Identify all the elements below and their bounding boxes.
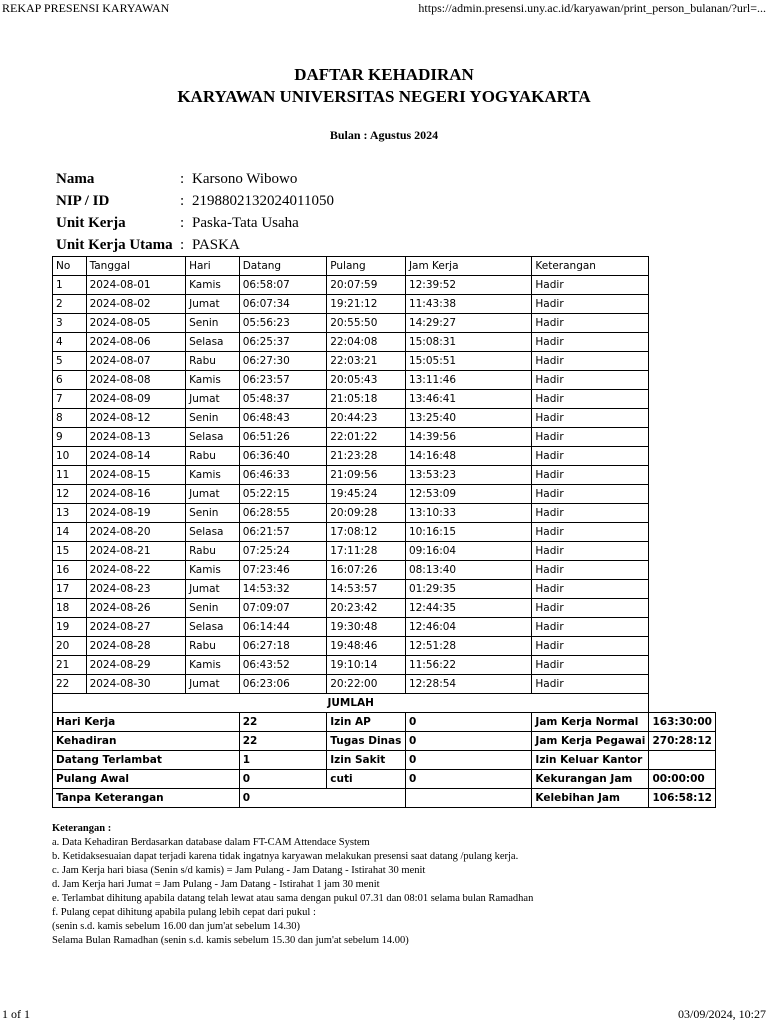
note-line: b. Ketidaksesuaian dapat terjadi karena tidak ingatnya karyawan melakukan presensi saat datang /pulang kerja. [52,851,519,862]
table-cell: 06:43:52 [239,656,327,675]
table-row [53,276,716,295]
table-cell: Hadir [532,390,649,409]
table-cell: 19:30:48 [327,618,406,637]
summary-value [649,751,716,770]
table-cell: 2024-08-14 [86,447,186,466]
table-cell: 22:01:22 [327,428,406,447]
table-row [53,523,716,542]
page-title: REKAP PRESENSI KARYAWAN [2,1,170,15]
table-cell: 06:48:43 [239,409,327,428]
table-cell: Hadir [532,485,649,504]
table-cell: Selasa [186,523,240,542]
table-cell: 07:25:24 [239,542,327,561]
table-cell: 19:48:46 [327,637,406,656]
table-cell: 2024-08-15 [86,466,186,485]
table-cell: Hadir [532,466,649,485]
page-count: 1 of 1 [2,1007,30,1021]
table-cell: 14 [53,523,87,542]
table-cell: 21:23:28 [327,447,406,466]
summary-spacer [405,789,531,808]
table-row [53,485,716,504]
table-cell: Kamis [186,656,240,675]
table-row [53,466,716,485]
table-cell: 16 [53,561,87,580]
summary-value: 270:28:12 [649,732,716,751]
table-cell: 06:28:55 [239,504,327,523]
table-cell: 2024-08-13 [86,428,186,447]
table-cell: 06:07:34 [239,295,327,314]
note-line: (senin s.d. kamis sebelum 16.00 dan jum'at sebelum 14.30) [52,921,301,932]
summary-label: Izin Sakit [327,751,406,770]
table-cell: 2024-08-19 [86,504,186,523]
table-cell: 20:05:43 [327,371,406,390]
table-cell: 06:25:37 [239,333,327,352]
table-cell: 05:56:23 [239,314,327,333]
table-cell: 11:56:22 [405,656,531,675]
table-cell: 10:16:15 [405,523,531,542]
table-cell: Kamis [186,371,240,390]
summary-section [53,694,716,808]
attendance-table [52,256,716,808]
summary-row [53,751,716,770]
table-cell: 2024-08-23 [86,580,186,599]
table-cell: Hadir [532,599,649,618]
table-cell: 14:16:48 [405,447,531,466]
table-cell: Hadir [532,428,649,447]
table-row [53,295,716,314]
table-cell: 2024-08-06 [86,333,186,352]
summary-value: 0 [405,770,531,789]
column-header: Keterangan [532,257,649,276]
month-label: Bulan : Agustus 2024 [329,128,439,142]
table-cell: 14:53:57 [327,580,406,599]
table-row [53,409,716,428]
table-cell: Hadir [532,656,649,675]
table-cell: 9 [53,428,87,447]
table-cell: Hadir [532,523,649,542]
table-cell: Senin [186,599,240,618]
summary-label: Tanpa Keterangan [53,789,240,808]
table-cell: Jumat [186,295,240,314]
table-cell: 17:11:28 [327,542,406,561]
table-cell: Hadir [532,295,649,314]
note-line: f. Pulang cepat dihitung apabila pulang lebih cepat dari pukul : [52,907,316,918]
table-cell: Kamis [186,276,240,295]
table-cell: 06:46:33 [239,466,327,485]
document-title [0,64,768,108]
identity-value: Karsono Wibowo [192,170,298,187]
table-row [53,580,716,599]
table-row [53,637,716,656]
summary-label: Tugas Dinas [327,732,406,751]
table-cell: 20:09:28 [327,504,406,523]
table-cell: 21 [53,656,87,675]
identity-label: Unit Kerja [56,214,126,231]
table-cell: 06:36:40 [239,447,327,466]
table-header-row [53,257,716,276]
table-cell: 13:46:41 [405,390,531,409]
summary-value: 22 [239,713,327,732]
summary-label: cuti [327,770,406,789]
table-row [53,352,716,371]
table-cell: 20:22:00 [327,675,406,694]
table-cell: 2024-08-07 [86,352,186,371]
note-line: e. Terlambat dihitung apabila datang telah lewat atau sama dengan pukul 07.31 dan 08:01 selama bulan Ramadhan [52,893,534,904]
identity-row [56,234,334,256]
note-line: Selama Bulan Ramadhan (senin s.d. kamis sebelum 15.30 dan jum'at sebelum 14.00) [52,935,409,946]
table-cell: 20:23:42 [327,599,406,618]
table-cell: 2024-08-05 [86,314,186,333]
table-cell: 06:51:26 [239,428,327,447]
table-cell: Hadir [532,409,649,428]
table-cell: 17:08:12 [327,523,406,542]
table-cell: 19 [53,618,87,637]
table-cell: Hadir [532,276,649,295]
table-cell: Hadir [532,561,649,580]
table-cell: 19:45:24 [327,485,406,504]
table-cell: 12:53:09 [405,485,531,504]
table-cell: Hadir [532,637,649,656]
table-cell: 22:04:08 [327,333,406,352]
table-row [53,675,716,694]
table-cell: Rabu [186,637,240,656]
identity-colon: : [180,214,185,231]
table-cell: 11 [53,466,87,485]
table-cell: 16:07:26 [327,561,406,580]
table-cell: 01:29:35 [405,580,531,599]
table-cell: Kamis [186,466,240,485]
table-cell: 15 [53,542,87,561]
table-cell: 2024-08-28 [86,637,186,656]
table-cell: 14:53:32 [239,580,327,599]
table-cell: Hadir [532,542,649,561]
employee-identity [56,168,334,256]
table-row [53,656,716,675]
table-row [53,447,716,466]
table-cell: Hadir [532,675,649,694]
table-cell: 5 [53,352,87,371]
table-row [53,371,716,390]
table-cell: 2024-08-16 [86,485,186,504]
table-cell: Hadir [532,333,649,352]
column-header: No [53,257,87,276]
summary-heading-row [53,694,716,713]
summary-label: Datang Terlambat [53,751,240,770]
table-cell: 12:28:54 [405,675,531,694]
identity-row [56,212,334,234]
table-cell: 14:39:56 [405,428,531,447]
identity-value: 2198802132024011050 [192,192,334,209]
table-cell: 06:23:06 [239,675,327,694]
table-cell: 2 [53,295,87,314]
table-cell: 2024-08-21 [86,542,186,561]
table-cell: 12:46:04 [405,618,531,637]
table-cell: Senin [186,314,240,333]
table-cell: Senin [186,409,240,428]
summary-label: Izin AP [327,713,406,732]
table-cell: 20 [53,637,87,656]
table-cell: 2024-08-26 [86,599,186,618]
column-header: Tanggal [86,257,186,276]
page-url: https://admin.presensi.uny.ac.id/karyawan/print_person_bulanan/?url=... [418,1,766,15]
summary-value: 0 [239,770,327,789]
table-cell: Jumat [186,390,240,409]
table-cell: 2024-08-02 [86,295,186,314]
table-cell: Selasa [186,618,240,637]
table-row [53,561,716,580]
identity-label: Nama [56,170,95,187]
table-cell: 05:22:15 [239,485,327,504]
identity-row [56,168,334,190]
table-cell: 17 [53,580,87,599]
identity-value: Paska-Tata Usaha [192,214,299,231]
column-header: Hari [186,257,240,276]
table-cell: 09:16:04 [405,542,531,561]
table-cell: 06:14:44 [239,618,327,637]
table-cell: 8 [53,409,87,428]
browser-print-footer [0,1006,768,1024]
table-cell: 06:23:57 [239,371,327,390]
notes-section [52,822,732,948]
table-cell: Jumat [186,675,240,694]
table-cell: Hadir [532,352,649,371]
note-line: d. Jam Kerja hari Jumat = Jam Pulang - Jam Datang - Istirahat 1 jam 30 menit [52,879,380,890]
summary-row [53,732,716,751]
table-cell: 21:09:56 [327,466,406,485]
table-cell: 21:05:18 [327,390,406,409]
summary-value: 163:30:00 [649,713,716,732]
table-cell: 2024-08-29 [86,656,186,675]
column-header: Pulang [327,257,406,276]
table-cell: Rabu [186,447,240,466]
table-cell: 06:27:30 [239,352,327,371]
table-cell: 10 [53,447,87,466]
table-cell: Hadir [532,504,649,523]
table-row [53,390,716,409]
summary-label: Jam Kerja Pegawai [532,732,649,751]
table-cell: 2024-08-01 [86,276,186,295]
table-cell: Hadir [532,314,649,333]
table-row [53,504,716,523]
table-row [53,542,716,561]
identity-value: PASKA [192,236,240,253]
table-cell: 3 [53,314,87,333]
identity-colon: : [180,192,185,209]
table-cell: 07:09:07 [239,599,327,618]
table-cell: 20:55:50 [327,314,406,333]
summary-label: Kelebihan Jam [532,789,649,808]
table-cell: Jumat [186,580,240,599]
table-cell: 22 [53,675,87,694]
table-cell: 2024-08-12 [86,409,186,428]
table-cell: 11:43:38 [405,295,531,314]
table-cell: 12:51:28 [405,637,531,656]
summary-label: Hari Kerja [53,713,240,732]
summary-value: 00:00:00 [649,770,716,789]
table-cell: 12:39:52 [405,276,531,295]
table-cell: 2024-08-27 [86,618,186,637]
table-cell: 12:44:35 [405,599,531,618]
table-cell: 2024-08-20 [86,523,186,542]
title-line-2: KARYAWAN UNIVERSITAS NEGERI YOGYAKARTA [177,87,591,106]
table-cell: 07:23:46 [239,561,327,580]
table-cell: 19:10:14 [327,656,406,675]
table-cell: 20:07:59 [327,276,406,295]
note-line: c. Jam Kerja hari biasa (Senin s/d kamis) = Jam Pulang - Jam Datang - Istirahat 30 menit [52,865,426,876]
table-cell: 1 [53,276,87,295]
table-row [53,599,716,618]
table-cell: 20:44:23 [327,409,406,428]
summary-value: 0 [405,713,531,732]
table-cell: Kamis [186,561,240,580]
attendance-body [53,276,716,694]
summary-value: 0 [405,732,531,751]
table-row [53,333,716,352]
summary-label: Jam Kerja Normal [532,713,649,732]
summary-label: Izin Keluar Kantor [532,751,649,770]
table-cell: Selasa [186,428,240,447]
summary-label: Kehadiran [53,732,240,751]
column-header: Datang [239,257,327,276]
summary-label: Pulang Awal [53,770,240,789]
table-cell: 19:21:12 [327,295,406,314]
identity-colon: : [180,236,185,253]
table-cell: 13:11:46 [405,371,531,390]
table-cell: 06:21:57 [239,523,327,542]
summary-row [53,713,716,732]
table-cell: 6 [53,371,87,390]
summary-row [53,789,716,808]
table-cell: 2024-08-22 [86,561,186,580]
table-cell: 15:05:51 [405,352,531,371]
identity-colon: : [180,170,185,187]
summary-row [53,770,716,789]
table-cell: Senin [186,504,240,523]
summary-value: 1 [239,751,327,770]
note-line: a. Data Kehadiran Berdasarkan database dalam FT-CAM Attendace System [52,837,370,848]
table-cell: 05:48:37 [239,390,327,409]
table-cell: Rabu [186,542,240,561]
table-cell: 2024-08-30 [86,675,186,694]
identity-row [56,190,334,212]
identity-label: NIP / ID [56,192,110,209]
notes-title: Keterangan : [52,823,112,834]
table-cell: Hadir [532,447,649,466]
table-cell: 13 [53,504,87,523]
table-cell: 15:08:31 [405,333,531,352]
table-cell: 12 [53,485,87,504]
summary-heading: JUMLAH [53,694,649,713]
summary-value: 0 [239,789,405,808]
table-cell: 06:27:18 [239,637,327,656]
table-cell: Rabu [186,352,240,371]
table-cell: 14:29:27 [405,314,531,333]
table-cell: 13:53:23 [405,466,531,485]
table-cell: 13:10:33 [405,504,531,523]
table-row [53,618,716,637]
table-cell: Hadir [532,580,649,599]
print-datetime: 03/09/2024, 10:27 [677,1007,766,1021]
table-cell: 7 [53,390,87,409]
column-header: Jam Kerja [405,257,531,276]
summary-value: 106:58:12 [649,789,716,808]
table-cell: Selasa [186,333,240,352]
table-cell: 2024-08-08 [86,371,186,390]
table-cell: 08:13:40 [405,561,531,580]
summary-value: 0 [405,751,531,770]
table-row [53,428,716,447]
identity-label: Unit Kerja Utama [56,236,173,253]
summary-label: Kekurangan Jam [532,770,649,789]
table-cell: Jumat [186,485,240,504]
table-cell: 18 [53,599,87,618]
title-line-1: DAFTAR KEHADIRAN [294,65,474,84]
table-cell: Hadir [532,618,649,637]
table-row [53,314,716,333]
table-cell: 4 [53,333,87,352]
table-cell: 13:25:40 [405,409,531,428]
table-cell: 06:58:07 [239,276,327,295]
table-cell: Hadir [532,371,649,390]
browser-print-header [0,0,768,18]
table-cell: 2024-08-09 [86,390,186,409]
summary-value: 22 [239,732,327,751]
table-cell: 22:03:21 [327,352,406,371]
